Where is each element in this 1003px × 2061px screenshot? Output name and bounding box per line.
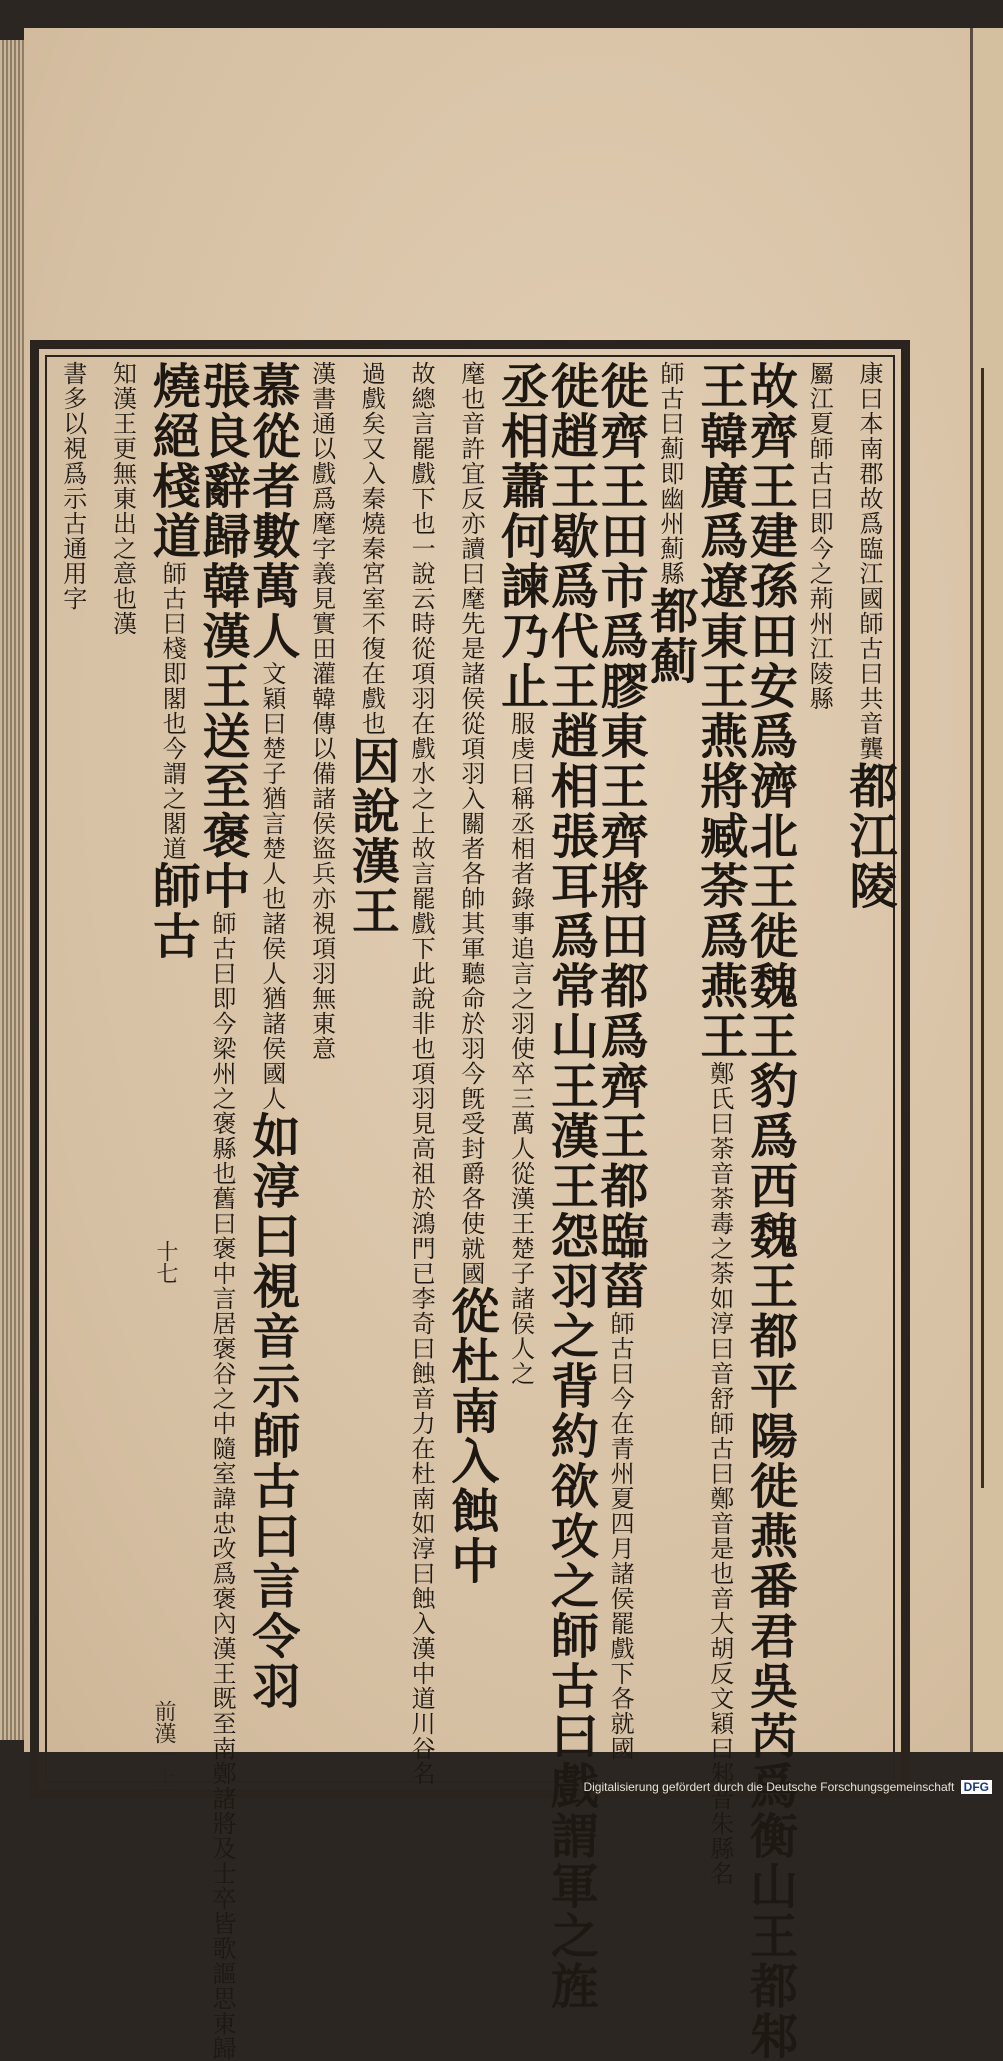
text-fragment: 以備諸侯盜兵亦視項羽無東意	[307, 736, 336, 1061]
commentary-note: 師古曰今在青州	[606, 1311, 635, 1486]
text-fragment: 從杜南入蝕中	[442, 1286, 499, 1586]
text-column	[97, 361, 147, 1777]
commentary-note: 鄭氏曰荼音荼毒之荼如淳曰音舒師古曰鄭音是也音大胡反	[705, 1061, 734, 1686]
text-column	[793, 361, 843, 1777]
main-text: 徙趙王歇爲代王趙相張耳爲常山王漢王怨羽之背約欲攻之	[542, 361, 599, 1611]
text-column	[592, 361, 649, 1777]
commentary-note: 書多以視爲示古通用字	[58, 361, 87, 611]
footer	[583, 1780, 992, 1794]
text-frame	[30, 340, 910, 2061]
text-column	[542, 361, 599, 2011]
commentary-note: 服虔曰稱丞相者錄事追言之	[506, 711, 535, 1011]
main-text: 王韓廣爲遼東王燕將臧荼爲燕王	[691, 361, 748, 1061]
text-column	[442, 361, 499, 1777]
main-text: 慕從者數萬人	[243, 361, 300, 661]
footer-text: Digitalisierung gefördert durch die Deutsche Forschungsgemeinschaft	[583, 1780, 955, 1794]
commentary-note: 師古曰即今梁州之褒縣也舊曰褒中言居褒谷之中隨室諱忠改爲褒內	[208, 911, 237, 1636]
main-text: 徙齊王田市爲膠東王齊將田都爲齊王都臨菑	[592, 361, 649, 1311]
text-fragment: 番君吳芮爲衡山王都邾	[741, 1561, 798, 2061]
main-text: 張良辭歸韓漢王送至褒中	[194, 361, 251, 911]
main-text: 丞相蕭何諫乃止	[492, 361, 549, 711]
text-fragment: 羽使卒三萬人從漢王楚子諸侯人之	[506, 1011, 535, 1386]
commentary-note: 文穎曰楚子猶言楚人也諸侯人猶諸侯國人	[257, 661, 286, 1111]
text-fragment: 因說漢王	[343, 736, 400, 936]
dfg-logo: DFG	[961, 1780, 992, 1794]
commentary-note: 康曰本南郡故爲臨江國師古曰共音龔	[855, 361, 883, 761]
text-fragment: 漢王既至南鄭諸將及士卒皆歌謳思東歸	[208, 1636, 237, 2061]
text-column	[691, 361, 748, 1886]
text-fragment: 李奇曰蝕音力在杜南如淳曰蝕入漢中道川谷名	[407, 1286, 436, 1786]
text-column	[741, 361, 798, 2061]
folio-number: 十七	[153, 1240, 178, 1284]
commentary-note: 師古曰薊即幽州薊縣	[655, 361, 684, 586]
main-text: 故齊王建孫田安爲濟北王徙魏王豹爲西魏王都平陽徙燕	[741, 361, 798, 1561]
text-fragment: 師古曰即今之荊州江陵縣	[805, 436, 834, 711]
next-page-border-line	[981, 368, 984, 1488]
next-page-edge	[970, 28, 1003, 1752]
text-column	[641, 361, 698, 1777]
folio-title: 前漢一上	[151, 1700, 176, 1788]
text-column	[47, 361, 97, 1777]
commentary-note: 漢書通以戲爲麾字義見實田灌韓傳	[307, 361, 336, 736]
text-fragment: 都薊	[641, 586, 698, 686]
commentary-note: 師古曰棧即閣也今謂之閣道	[158, 561, 187, 861]
text-column	[395, 361, 445, 1786]
text-column	[343, 361, 400, 1777]
text-column	[243, 361, 300, 1777]
text-column	[492, 361, 549, 1777]
text-column	[841, 361, 897, 1777]
commentary-note: 過戲矣又入秦燒秦宮室不復在戲也	[357, 361, 386, 736]
commentary-note: 故總言罷戲下也一說云時從項羽在戲水之上故言罷戲下此說非也項羽見高祖於鴻門已	[407, 361, 436, 1286]
text-column	[144, 361, 201, 1777]
text-fragment: 如淳曰視音示師古曰言令羽	[243, 1111, 300, 1711]
commentary-note: 知漢王更無東出之意也漢	[108, 361, 137, 636]
text-column	[296, 361, 346, 1777]
commentary-note: 麾也音許宜反亦讀曰麾先是諸侯從項羽入關者各帥其軍聽命於羽今旣受封爵各使就國	[456, 361, 485, 1286]
text-fragment: 師古	[144, 861, 201, 961]
text-column	[194, 361, 251, 2061]
text-fragment: 師古曰戲謂軍之旌	[542, 1611, 599, 2011]
commentary-note: 屬江夏	[805, 361, 834, 436]
text-fragment: 夏四月諸侯罷戲下各就國	[606, 1486, 635, 1761]
main-text: 燒絕棧道	[144, 361, 201, 561]
text-fragment: 文穎曰邾音朱縣名	[705, 1686, 734, 1886]
text-fragment: 都江陵	[841, 761, 897, 911]
